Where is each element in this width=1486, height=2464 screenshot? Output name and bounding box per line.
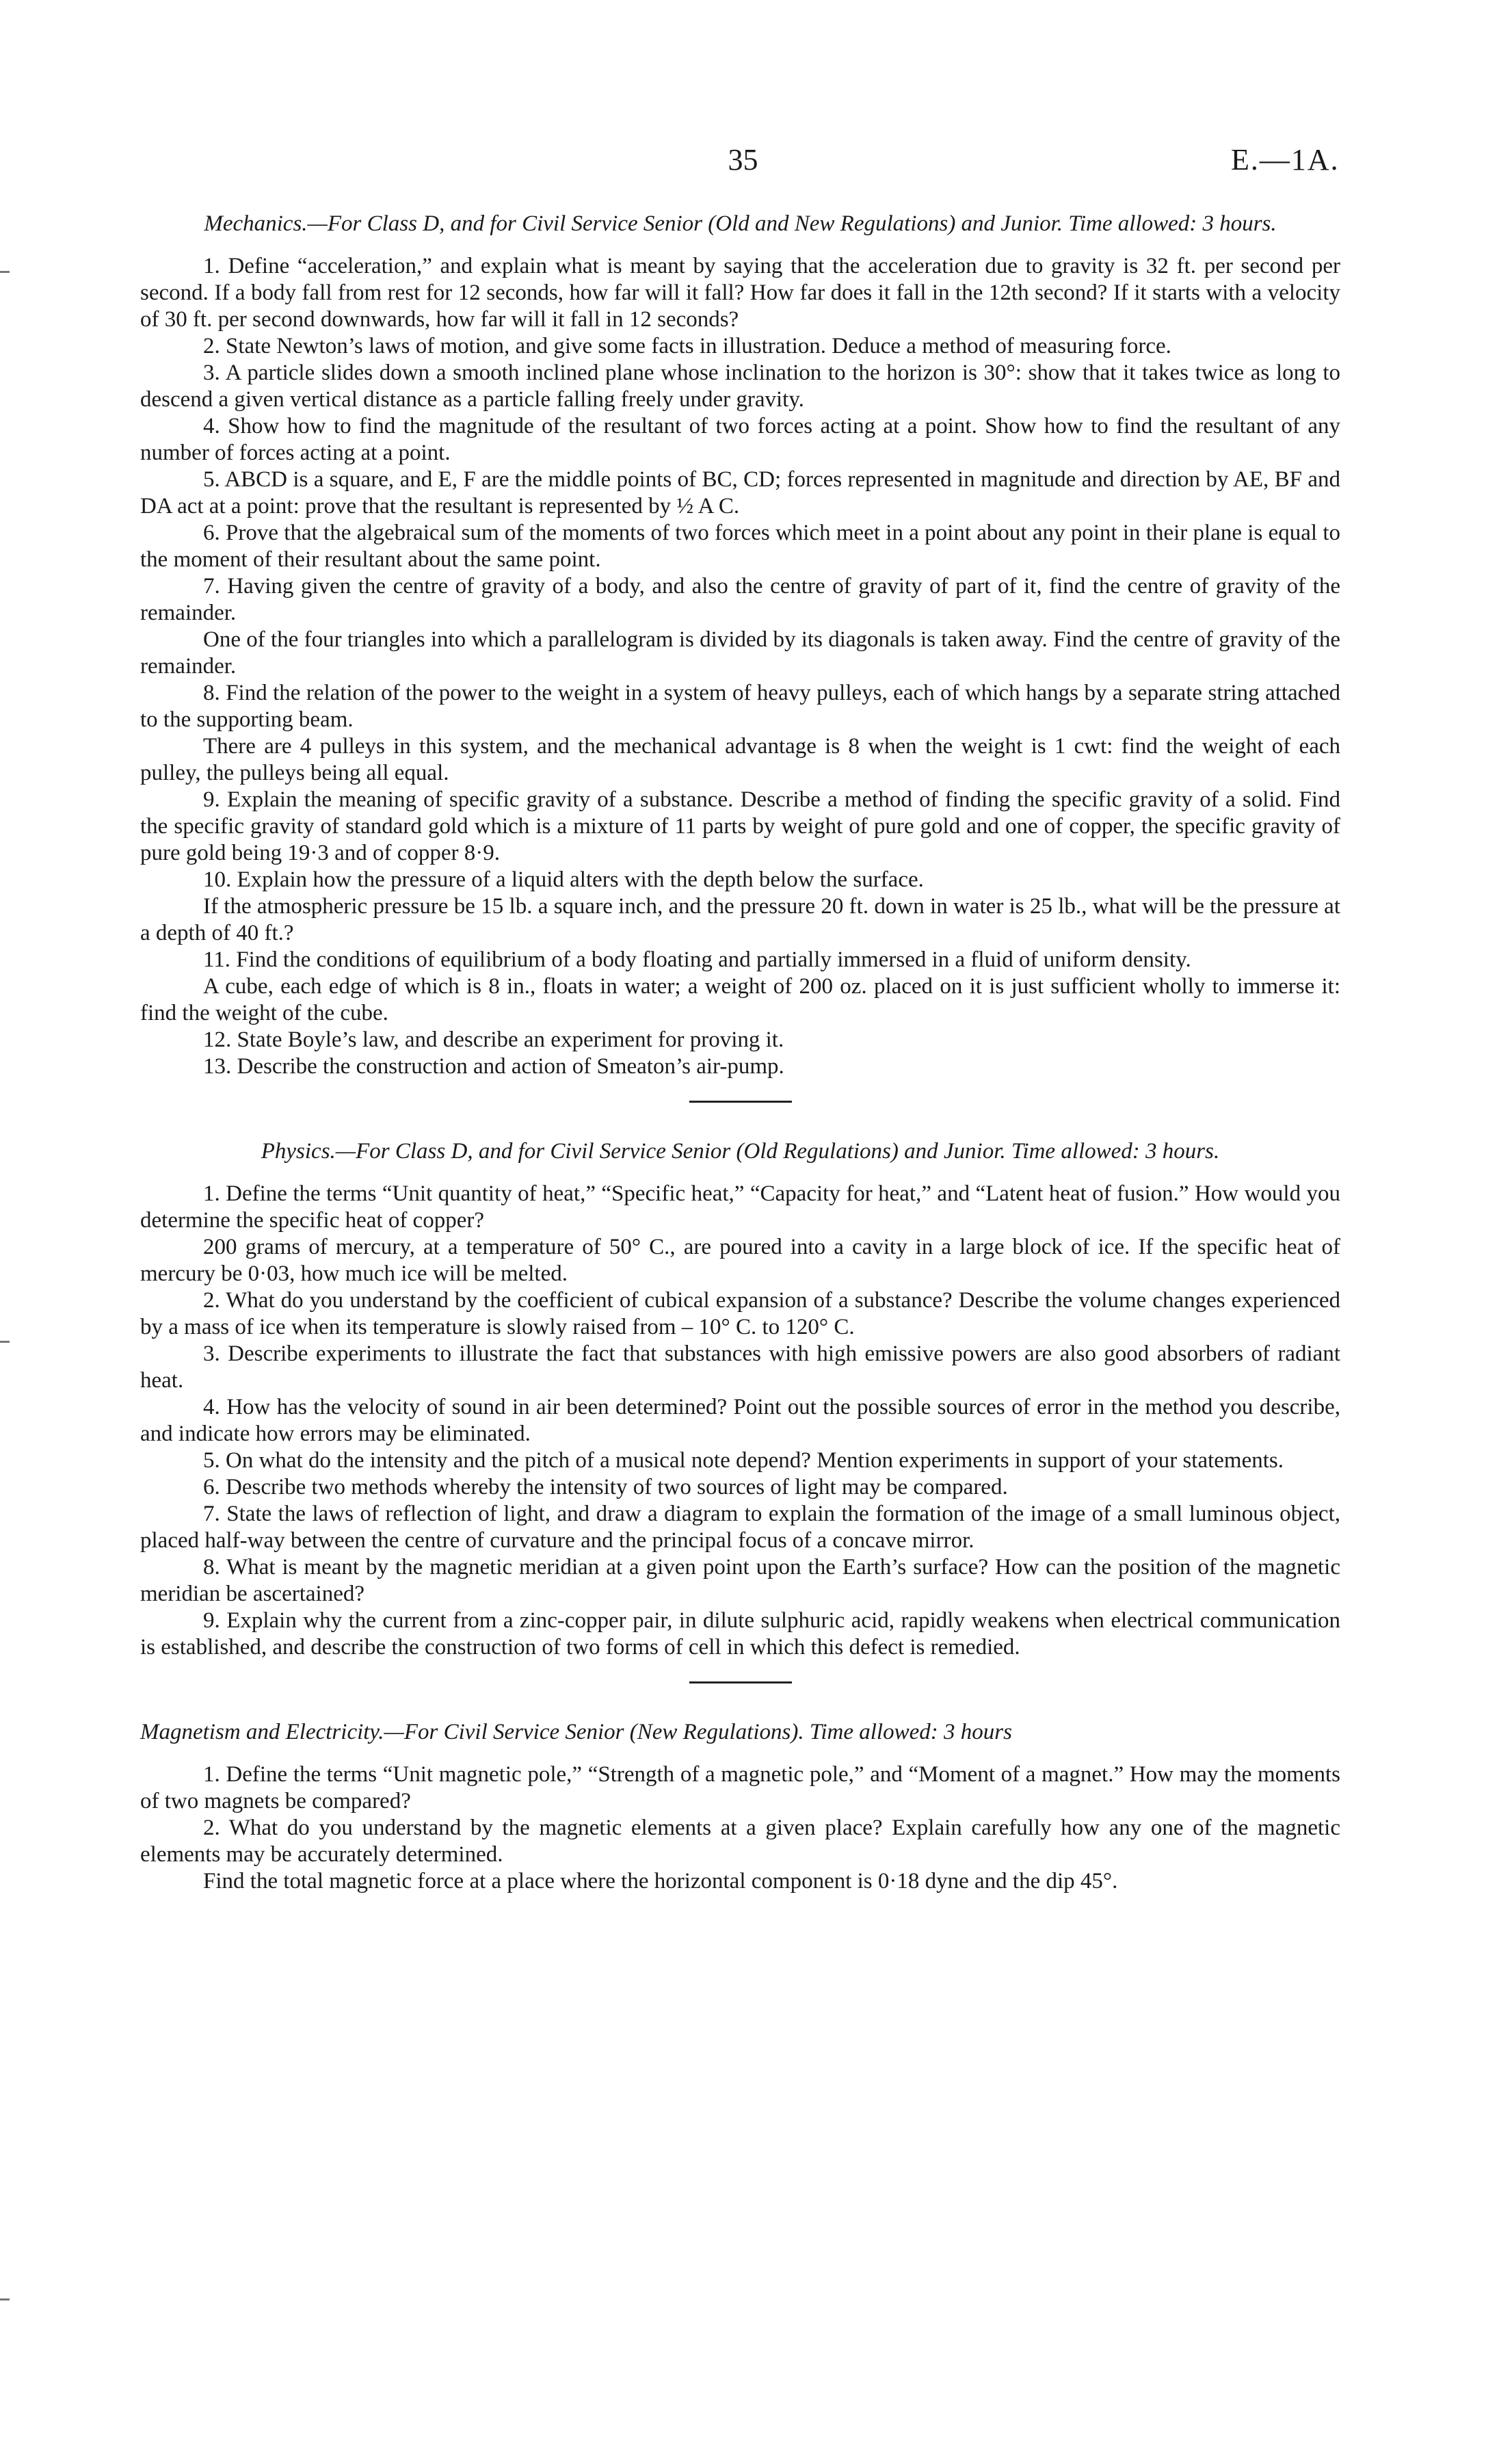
question: 2. State Newton’s laws of motion, and give some facts in illustration. Deduce a method of measuring force. [203,334,1171,358]
page-number: 35 [728,143,758,176]
question: 6. Describe two methods whereby the intensity of two sources of light may be compared. [203,1475,1008,1499]
question: 4. How has the velocity of sound in air been determined? Point out the possible sources of error in the method you describe, and indicate how errors may be eliminated. [140,1395,1340,1446]
question: 1. Define “acceleration,” and explain what is meant by saying that the acceleration due to gravity is 32 ft. per second per second. If a body fall from rest for 12 seconds, how far will it fall? How far does it fall in the 12th second? If it starts with a velocity of 30 ft. per second downwards, how far will it fall in 12 seconds? [140,254,1340,332]
question: 5. ABCD is a square, and E, F are the middle points of BC, CD; forces represented in magnitude and direction by AE, BF and DA act at a point: prove that the resultant is represented by ½ A C. [140,467,1340,519]
section-heading: Mechanics.—For Class D, and for Civil Service Senior (Old and New Regulations) and Junior. Time allowed: 3 hours. [204,211,1277,236]
section-divider [689,1681,792,1683]
question: 13. Describe the construction and action of Smeaton’s air-pump. [203,1054,784,1079]
section-mechanics [140,211,1340,1080]
question: One of the four triangles into which a parallelogram is divided by its diagonals is taken away. Find the centre of gravity of the remainder. [140,627,1340,679]
question: 8. Find the relation of the power to the weight in a system of heavy pulleys, each of which hangs by a separate string attached to the supporting beam. [140,681,1340,732]
question: 9. Explain why the current from a zinc-copper pair, in dilute sulphuric acid, rapidly weakens when electrical communication is established, and describe the construction of two forms of cell in which this defect is remedied. [140,1608,1340,1660]
question: 7. State the laws of reflection of light, and draw a diagram to explain the formation of the image of a small luminous object, placed half-way between the centre of curvature and the principal focus of a concave mirror. [140,1502,1340,1553]
document-body [140,211,1340,1895]
question: 8. What is meant by the magnetic meridian at a given point upon the Earth’s surface? How can the position of the magnetic meridian be ascertained? [140,1555,1340,1606]
question: 3. Describe experiments to illustrate the fact that substances with high emissive powers are also good absorbers of radiant heat. [140,1341,1340,1393]
scan-margin-mark [0,271,10,273]
section-heading: Magnetism and Electricity.—For Civil Service Senior (New Regulations). Time allowed: 3 hours [140,1720,1012,1744]
question: 11. Find the conditions of equilibrium of a body floating and partially immersed in a fluid of uniform density. [203,947,1191,972]
question: 2. What do you understand by the magnetic elements at a given place? Explain carefully how any one of the magnetic elements may be accurately determined. [140,1816,1340,1867]
question: 1. Define the terms “Unit quantity of heat,” “Specific heat,” “Capacity for heat,” and “Latent heat of fusion.” How would you determine the specific heat of copper? [140,1181,1340,1233]
question: 5. On what do the intensity and the pitch of a musical note depend? Mention experiments in support of your statements. [203,1448,1284,1473]
question: Find the total magnetic force at a place where the horizontal component is 0·18 dyne and the dip 45°. [203,1869,1118,1893]
section-heading: Physics.—For Class D, and for Civil Service Senior (Old Regulations) and Junior. Time allowed: 3 hours. [261,1139,1220,1164]
section-divider [689,1101,792,1103]
page-reference: E.—1A. [1231,143,1340,176]
question: 6. Prove that the algebraical sum of the moments of two forces which meet in a point about any point in their plane is equal to the moment of their resultant about the same point. [140,521,1340,572]
scan-margin-mark [0,1341,10,1343]
question: 2. What do you understand by the coefficient of cubical expansion of a substance? Describe the volume changes experienced by a mass of ice when its temperature is slowly raised from – 10° C. to 120° C. [140,1288,1340,1339]
question: There are 4 pulleys in this system, and the mechanical advantage is 8 when the weight is 1 cwt: find the weight of each pulley, the pulleys being all equal. [140,734,1340,785]
question: A cube, each edge of which is 8 in., floats in water; a weight of 200 oz. placed on it is just sufficient wholly to immerse it: find the weight of the cube. [140,974,1340,1025]
question: 3. A particle slides down a smooth inclined plane whose inclination to the horizon is 30°: show that it takes twice as long to descend a given vertical distance as a particle falling freely under gravity. [140,361,1340,412]
question: 7. Having given the centre of gravity of a body, and also the centre of gravity of part of it, find the centre of gravity of the remainder. [140,574,1340,625]
question: 12. State Boyle’s law, and describe an experiment for proving it. [203,1027,784,1052]
question: 200 grams of mercury, at a temperature of 50° C., are poured into a cavity in a large block of ice. If the specific heat of mercury be 0·03, how much ice will be melted. [140,1235,1340,1286]
question: If the atmospheric pressure be 15 lb. a square inch, and the pressure 20 ft. down in water is 25 lb., what will be the pressure at a depth of 40 ft.? [140,894,1340,945]
question: 4. Show how to find the magnitude of the resultant of two forces acting at a point. Show how to find the resultant of any number of forces acting at a point. [140,414,1340,465]
question: 1. Define the terms “Unit magnetic pole,” “Strength of a magnetic pole,” and “Moment of a magnet.” How may the moments of two magnets be compared? [140,1762,1340,1813]
section-magnetism-electricity [140,1719,1340,1895]
section-physics [140,1138,1340,1661]
question: 9. Explain the meaning of specific gravity of a substance. Describe a method of finding the specific gravity of a solid. Find the specific gravity of standard gold which is a mixture of 11 parts by weight of pure gold and one of copper, the specific gravity of pure gold being 19·3 and of copper 8·9. [140,787,1340,865]
question: 10. Explain how the pressure of a liquid alters with the depth below the surface. [203,867,924,892]
scan-margin-mark [0,2298,10,2301]
